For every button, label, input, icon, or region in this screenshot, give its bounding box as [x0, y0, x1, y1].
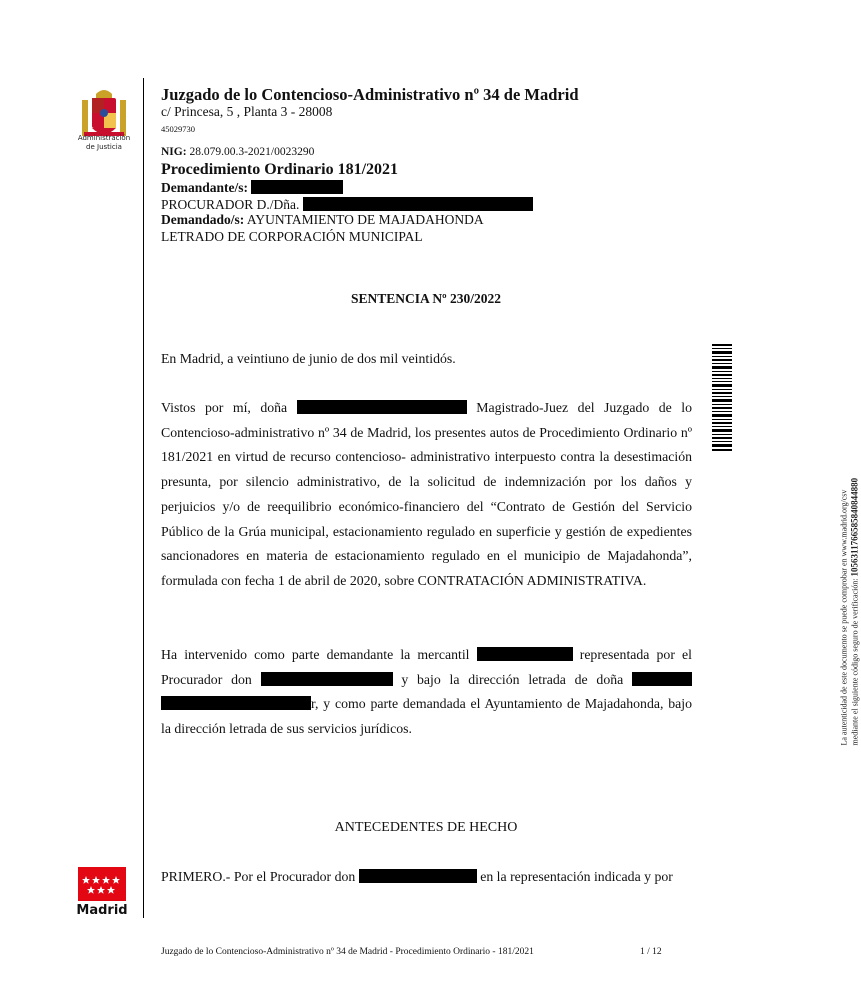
court-code: 45029730	[161, 124, 195, 134]
section-heading: ANTECEDENTES DE HECHO	[334, 820, 518, 835]
redaction-bar	[161, 696, 311, 710]
nig-value: 28.079.00.3-2021/0023290	[189, 146, 315, 158]
nig-label: NIG:	[161, 146, 187, 158]
letrado-line: LETRADO DE CORPORACIÓN MUNICIPAL	[161, 229, 423, 244]
procedure-title: Procedimiento Ordinario 181/2021	[161, 161, 399, 178]
demandante-label: Demandante/s:	[161, 180, 248, 195]
redaction-bar	[632, 672, 692, 686]
page-number: 1 / 12	[640, 947, 662, 957]
demandante-line	[161, 180, 343, 196]
madrid-logo-label: Madrid	[76, 903, 128, 918]
redaction-bar	[297, 400, 467, 414]
barcode-icon	[712, 344, 732, 452]
demandado-value: AYUNTAMIENTO DE MAJADAHONDA	[246, 212, 484, 227]
date-paragraph: En Madrid, a veintiuno de junio de dos mil veintidós.	[161, 351, 456, 366]
redaction-bar	[261, 672, 393, 686]
verification-text: La autenticidad de este documento se puede comprobar en www.madrid.org/csv mediante el siguiente código seguro de verificación: 1056311766585840844880	[839, 477, 860, 746]
demandado-label: Demandado/s:	[161, 212, 245, 227]
procurador-label: PROCURADOR D./Dña.	[161, 197, 300, 212]
margin-divider	[143, 78, 144, 918]
verification-code: 1056311766585840844880	[849, 477, 860, 577]
redaction-bar	[477, 647, 573, 661]
redaction-bar	[251, 180, 343, 194]
sentence-title: SENTENCIA Nº 230/2022	[351, 291, 501, 306]
court-address: c/ Princesa, 5 , Planta 3 - 28008	[161, 104, 333, 119]
primero-paragraph: PRIMERO.- Por el Procurador don en la representación indicada y por	[161, 869, 673, 884]
madrid-logo-icon	[78, 867, 126, 901]
redaction-bar	[303, 197, 533, 211]
demandado-line	[161, 212, 484, 228]
justice-logo-label: Administración de Justicia	[77, 134, 131, 151]
footer-text: Juzgado de lo Contencioso-Administrativo nº 34 de Madrid - Procedimiento Ordinario - 181/2021	[161, 947, 534, 957]
procurador-line	[161, 197, 533, 213]
nig-line	[161, 146, 314, 158]
redaction-bar	[359, 869, 477, 883]
intervention-paragraph: Ha intervenido como parte demandante la mercantil representada por el Procurador don y bajo la dirección letrada de doña r, y como parte demandada el Ayuntamiento de Majadahonda, bajo la dirección letrada de sus servicios jurídicos.	[161, 647, 692, 737]
vistos-paragraph: Vistos por mí, doña Magistrado-Juez del Juzgado de lo Contencioso-administrativo nº 34 de Madrid, los presentes autos de Procedimiento Ordinario nº 181/2021 en virtud de recurso contencioso- administrativo interpuesto contra la desestimación presunta, por silencio administrativo, de la solicitud de indemnización por los daños y perjuicios y/o de reequilibrio económico-financiero del “Contrato de Gestión del Servicio Público de la Grúa municipal, estacionamiento regulado en superficie y gestión de expedientes sancionadores en materia de estacionamiento regulado en el municipio de Majadahonda”, formulada con fecha 1 de abril de 2020, sobre CONTRATACIÓN ADMINISTRATIVA.	[161, 400, 693, 588]
court-name: Juzgado de lo Contencioso-Administrativo nº 34 de Madrid	[161, 85, 579, 104]
